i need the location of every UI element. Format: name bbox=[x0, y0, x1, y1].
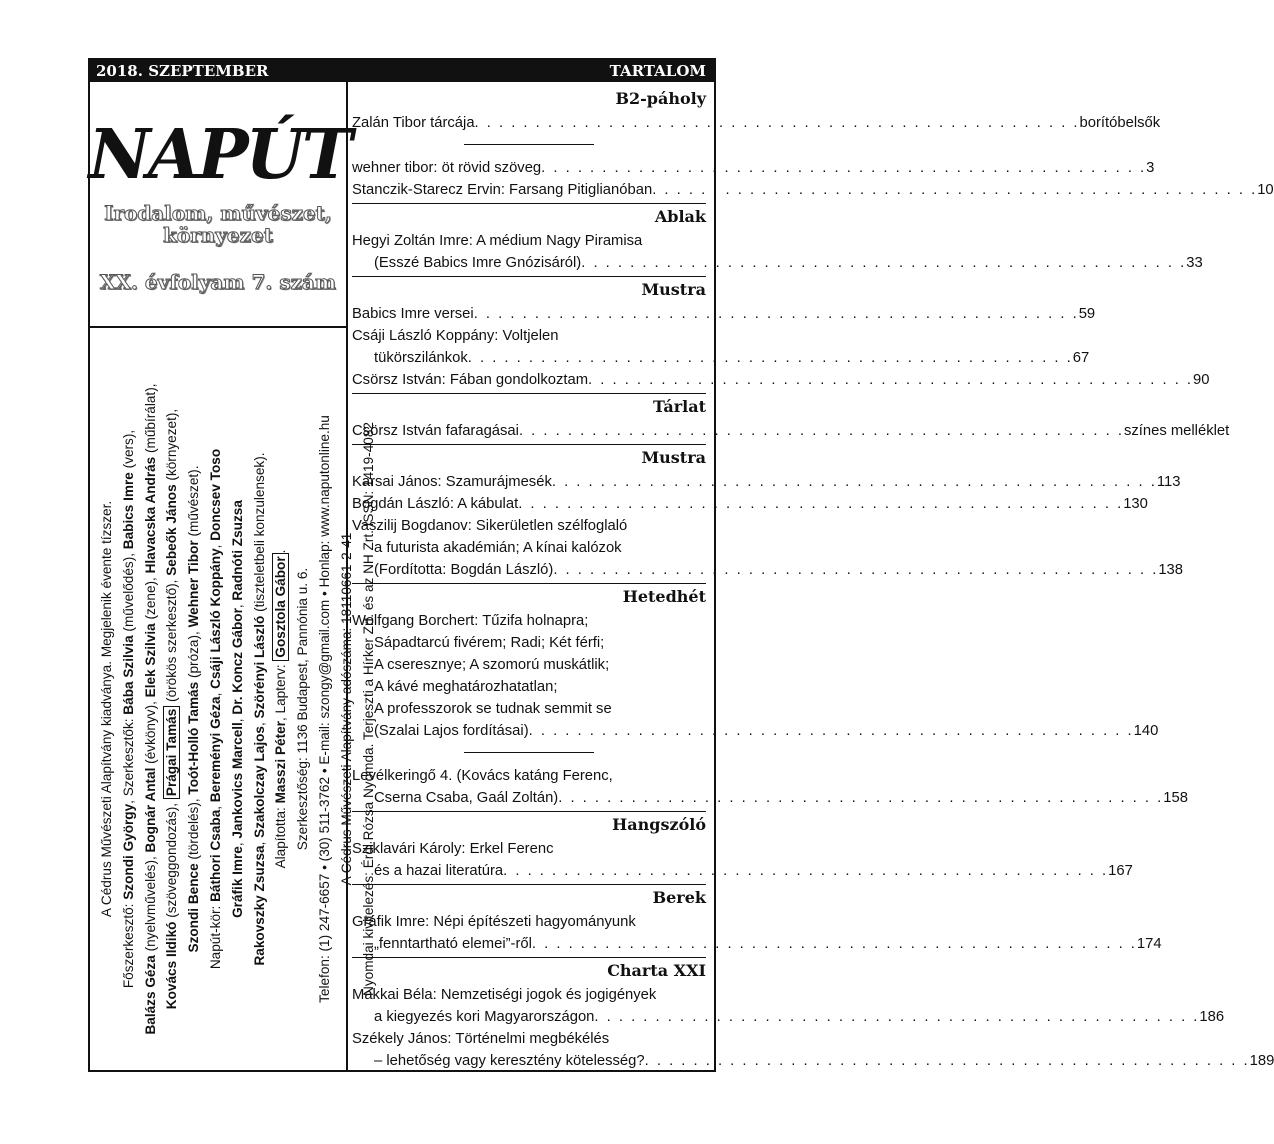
toc-entry[interactable]: a kiegyezés kori Magyarországon . . . 186 bbox=[352, 1006, 706, 1028]
imprint-area bbox=[90, 328, 376, 1070]
volume-info: XX. évfolyam 7. szám bbox=[99, 270, 337, 294]
subtitle-line-1: Irodalom, művészet, bbox=[104, 201, 332, 225]
toc-entry-line[interactable]: Székely János: Történelmi megbékélés bbox=[352, 1031, 610, 1047]
toc-entry[interactable]: (Fordította: Bogdán László) . . . 138 bbox=[352, 559, 706, 581]
imprint-line: A Cédrus Művészeti Alapítvány adószáma: 18110661-2-41 bbox=[338, 532, 354, 886]
divider bbox=[464, 144, 594, 145]
imprint-line: Napút-kör: Báthori Csaba, Bereményi Géza, Csáji László Koppány, Doncsev Toso bbox=[207, 448, 223, 970]
toc-entry[interactable]: tükörszilánkok . . . 67 bbox=[352, 347, 706, 369]
toc-entry[interactable]: (Esszé Babics Imre Gnózisáról) . . . 33 bbox=[352, 252, 706, 274]
section-heading: Tárlat bbox=[352, 393, 706, 420]
toc-entry[interactable]: (Szalai Lajos fordításai) . . . 140 bbox=[352, 720, 706, 742]
toc-entry[interactable]: Stanczik-Starecz Ervin: Farsang Pitiglianóban . . . 10 bbox=[352, 179, 706, 201]
imprint-line: Telefon: (1) 247-6657 • (30) 511-3762 • E-mail: szongy@gmail.com • Honlap: www.naputonline.hu bbox=[316, 415, 332, 1003]
toc-entry-line[interactable]: A cseresznye; A szomorú muskátlik; bbox=[374, 657, 610, 673]
toc-entry-line[interactable]: Hegyi Zoltán Imre: A médium Nagy Piramisa bbox=[352, 233, 643, 249]
header-bar bbox=[90, 60, 714, 82]
imprint-line: Szondi Bence (tördelés), Toót-Holló Tamás (próza), Wehner Tibor (művészet). bbox=[186, 465, 202, 953]
section-heading: Berek bbox=[352, 884, 706, 911]
toc-entry-line[interactable]: A kávé meghatározhatatlan; bbox=[374, 679, 558, 695]
page-frame bbox=[88, 58, 1274, 1072]
imprint-line: Főszerkesztő: Szondi György, Szerkesztők: Bába Szilvia (művelődés), Babics Imre (vers), bbox=[120, 429, 136, 989]
toc-entry-line[interactable]: Wolfgang Borchert: Tűzifa holnapra; bbox=[352, 613, 589, 629]
imprint-line: Szerkesztőség: 1136 Budapest, Pannónia u. 6. bbox=[295, 567, 311, 851]
imprint-line: Balázs Géza (nyelvművelés), Bognár Antal (évkönyv), Elek Szilvia (zene), Hlavacska András (műbírálat), bbox=[142, 383, 158, 1035]
section-heading: Charta XXI bbox=[352, 957, 706, 984]
section-label: TARTALOM bbox=[609, 62, 706, 80]
toc-entry[interactable]: Cserna Csaba, Gaál Zoltán) . . . 158 bbox=[352, 787, 706, 809]
toc-entry-line[interactable]: Gráfik Imre: Népi építészeti hagyományunk bbox=[352, 914, 636, 930]
divider bbox=[464, 752, 594, 753]
logo bbox=[88, 106, 350, 206]
toc-entry[interactable]: és a hazai literatúra . . . 167 bbox=[352, 860, 706, 882]
imprint-line: Kovács Ildikó (szöveggondozás), Prágai Tamás (örökös szerkesztő), Sebeők János (környezet), bbox=[164, 408, 180, 1010]
subtitle-line-2: környezet bbox=[163, 223, 273, 247]
imprint-line: Nyomdai kivitelezés: Érdi Rózsa Nyomda. Terjeszti a Hírker Zrt. és az NH Zrt. ISSN: 1419-4082 bbox=[360, 422, 376, 996]
left-column bbox=[88, 82, 376, 1070]
section-heading: Hangszóló bbox=[352, 811, 706, 838]
section-heading: B2-páholy bbox=[615, 89, 706, 108]
imprint-line: A Cédrus Művészeti Alapítvány kiadványa. Megjelenik évente tízszer. bbox=[99, 500, 114, 918]
toc-entry-line[interactable]: Levélkeringő 4. (Kovács katáng Ferenc, bbox=[352, 768, 613, 784]
toc-entry[interactable]: Babics Imre versei . . . 59 bbox=[352, 303, 706, 325]
toc-entry[interactable]: „fenntartható elemei”-ről . . . 174 bbox=[352, 933, 706, 955]
imprint-line: Rakovszky Zsuzsa, Szakolczay Lajos, Szörényi László (tiszteletbeli konzulensek). bbox=[251, 452, 267, 966]
toc-entry-line[interactable]: A professzorok se tudnak semmit se bbox=[374, 701, 612, 717]
toc-entry[interactable]: wehner tibor: öt rövid szöveg . . . 3 bbox=[352, 157, 706, 179]
toc-entry[interactable]: Csörsz István fafaragásai . . . színes melléklet bbox=[352, 420, 706, 442]
toc-entry-line[interactable]: Vaszilij Bogdanov: Sikerületlen szélfoglaló bbox=[352, 518, 628, 534]
toc-entry[interactable]: Csörsz István: Fában gondolkoztam . . . 90 bbox=[352, 369, 706, 391]
toc-entry-line[interactable]: Makkai Béla: Nemzetiségi jogok és jogigények bbox=[352, 987, 657, 1003]
section-heading: Mustra bbox=[352, 276, 706, 303]
toc-entry-line[interactable]: Sziklavári Károly: Erkel Ferenc bbox=[352, 841, 554, 857]
section-heading: Mustra bbox=[352, 444, 706, 471]
imprint-line: Alapította: Masszi Péter, Lapterv: Gosztola Gábor. bbox=[273, 549, 289, 869]
section-heading: Ablak bbox=[352, 203, 706, 230]
toc-entry[interactable]: – lehetőség vagy keresztény kötelesség? . . . 189 bbox=[352, 1050, 706, 1072]
toc-entry-line[interactable]: a futurista akadémián; A kínai kalózok bbox=[374, 540, 622, 556]
toc-entry-line[interactable]: Sápadtarcú fivérem; Radi; Két férfi; bbox=[374, 635, 605, 651]
toc-entry[interactable]: Zalán Tibor tárcája . . . borítóbelsők bbox=[352, 112, 706, 134]
toc-entry[interactable]: Bogdán László: A kábulat . . . 130 bbox=[352, 493, 706, 515]
logo-text: NAPÚT bbox=[88, 115, 350, 195]
toc-entry[interactable]: Karsai János: Szamurájmesék . . . 113 bbox=[352, 471, 706, 493]
imprint-line: Gráfik Imre, Jankovics Marcell, Dr. Koncz Gábor, Radnóti Zsuzsa bbox=[229, 500, 245, 918]
toc-entry-line[interactable]: Csáji László Koppány: Voltjelen bbox=[352, 328, 559, 344]
table-of-contents bbox=[352, 86, 1274, 1069]
subtitle bbox=[90, 202, 346, 246]
issue-date: 2018. SZEPTEMBER bbox=[96, 62, 269, 80]
section-heading: Hetedhét bbox=[352, 583, 706, 610]
masthead bbox=[88, 82, 350, 328]
imprint bbox=[96, 344, 376, 1074]
